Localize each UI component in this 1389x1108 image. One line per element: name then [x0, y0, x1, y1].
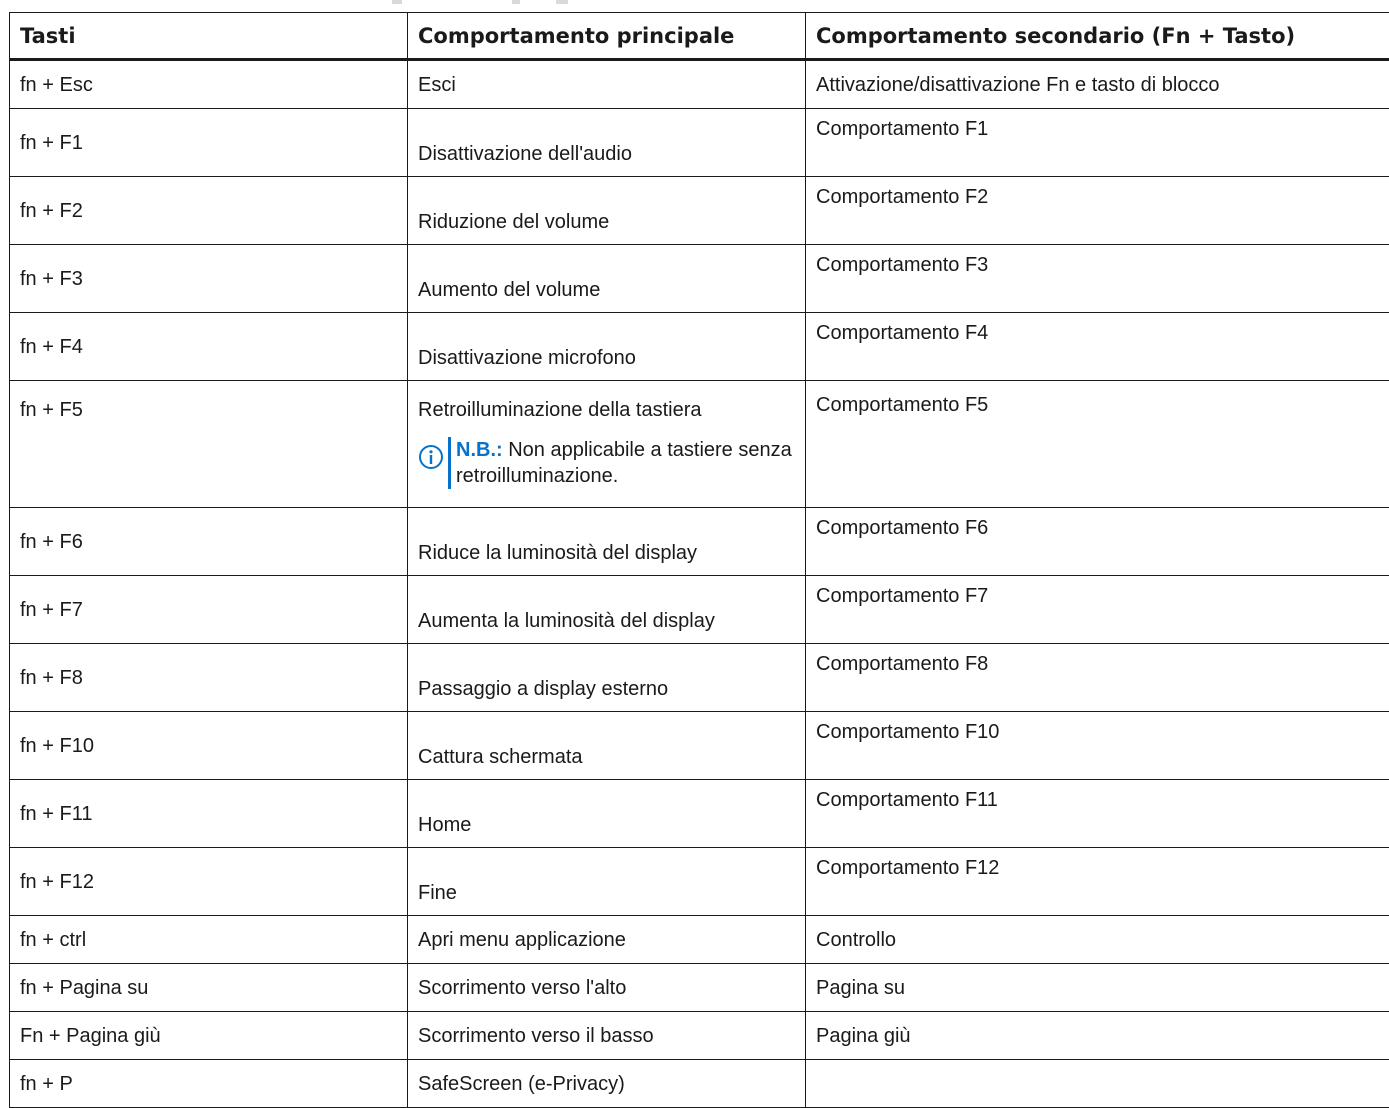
key-cell: fn + F6 — [10, 508, 408, 576]
table-row — [10, 964, 1389, 1012]
table-row — [10, 644, 1389, 712]
note-callout — [418, 437, 795, 489]
table-row — [10, 712, 1389, 780]
primary-cell: Aumento del volume — [408, 245, 806, 313]
table-row — [10, 576, 1389, 644]
table-row — [10, 1012, 1389, 1060]
table-row — [10, 508, 1389, 576]
table-row — [10, 313, 1389, 381]
primary-cell: Riduzione del volume — [408, 177, 806, 245]
table-row — [10, 1060, 1389, 1108]
key-cell: fn + F5 — [10, 381, 408, 508]
key-cell: fn + F4 — [10, 313, 408, 381]
table-row — [10, 780, 1389, 848]
table-header-row — [10, 13, 1389, 60]
table-row — [10, 848, 1389, 916]
primary-cell: Disattivazione microfono — [408, 313, 806, 381]
header-keys: Tasti — [10, 13, 408, 60]
secondary-cell — [806, 1060, 1389, 1108]
key-cell: fn + F8 — [10, 644, 408, 712]
primary-cell: Scorrimento verso il basso — [408, 1012, 806, 1060]
key-cell: fn + Esc — [10, 60, 408, 109]
key-cell: fn + F1 — [10, 109, 408, 177]
primary-cell: Scorrimento verso l'alto — [408, 964, 806, 1012]
secondary-cell: Comportamento F11 — [806, 780, 1389, 848]
key-cell: fn + F2 — [10, 177, 408, 245]
key-cell: Fn + Pagina giù — [10, 1012, 408, 1060]
note-label: N.B.: — [456, 439, 503, 461]
primary-cell: SafeScreen (e-Privacy) — [408, 1060, 806, 1108]
primary-cell: Cattura schermata — [408, 712, 806, 780]
secondary-cell: Comportamento F4 — [806, 313, 1389, 381]
primary-cell: Apri menu applicazione — [408, 916, 806, 964]
secondary-cell: Comportamento F7 — [806, 576, 1389, 644]
table-row — [10, 177, 1389, 245]
primary-cell: Esci — [408, 60, 806, 109]
table-row — [10, 60, 1389, 109]
secondary-cell: Controllo — [806, 916, 1389, 964]
header-secondary-behavior: Comportamento secondario (Fn + Tasto) — [806, 13, 1389, 60]
key-cell: fn + F3 — [10, 245, 408, 313]
secondary-cell: Attivazione/disattivazione Fn e tasto di blocco — [806, 60, 1389, 109]
function-keys-table — [9, 12, 1389, 1108]
key-cell: fn + F11 — [10, 780, 408, 848]
secondary-cell: Comportamento F6 — [806, 508, 1389, 576]
key-cell: fn + ctrl — [10, 916, 408, 964]
primary-cell: Disattivazione dell'audio — [408, 109, 806, 177]
primary-cell: Riduce la luminosità del display — [408, 508, 806, 576]
secondary-cell: Comportamento F3 — [806, 245, 1389, 313]
secondary-cell: Comportamento F1 — [806, 109, 1389, 177]
primary-cell: Fine — [408, 848, 806, 916]
key-cell: fn + Pagina su — [10, 964, 408, 1012]
header-primary-behavior: Comportamento principale — [408, 13, 806, 60]
primary-cell: Home — [408, 780, 806, 848]
key-cell: fn + F10 — [10, 712, 408, 780]
info-icon — [418, 444, 444, 470]
secondary-cell: Comportamento F8 — [806, 644, 1389, 712]
key-cell: fn + P — [10, 1060, 408, 1108]
table-row — [10, 245, 1389, 313]
table-row — [10, 109, 1389, 177]
primary-cell — [408, 381, 806, 508]
secondary-cell: Comportamento F5 — [806, 381, 1389, 508]
primary-cell: Passaggio a display esterno — [408, 644, 806, 712]
secondary-cell: Pagina su — [806, 964, 1389, 1012]
table-row — [10, 916, 1389, 964]
secondary-cell: Comportamento F10 — [806, 712, 1389, 780]
primary-cell: Aumenta la luminosità del display — [408, 576, 806, 644]
key-cell: fn + F12 — [10, 848, 408, 916]
secondary-cell: Comportamento F2 — [806, 177, 1389, 245]
secondary-cell: Comportamento F12 — [806, 848, 1389, 916]
primary-text: Retroilluminazione della tastiera — [418, 397, 795, 423]
table-row — [10, 381, 1389, 508]
note-body — [448, 437, 795, 489]
top-edge-fragments — [0, 0, 1389, 6]
key-cell: fn + F7 — [10, 576, 408, 644]
note-text: Non applicabile a tastiere senza retroilluminazione. — [456, 439, 792, 487]
secondary-cell: Pagina giù — [806, 1012, 1389, 1060]
